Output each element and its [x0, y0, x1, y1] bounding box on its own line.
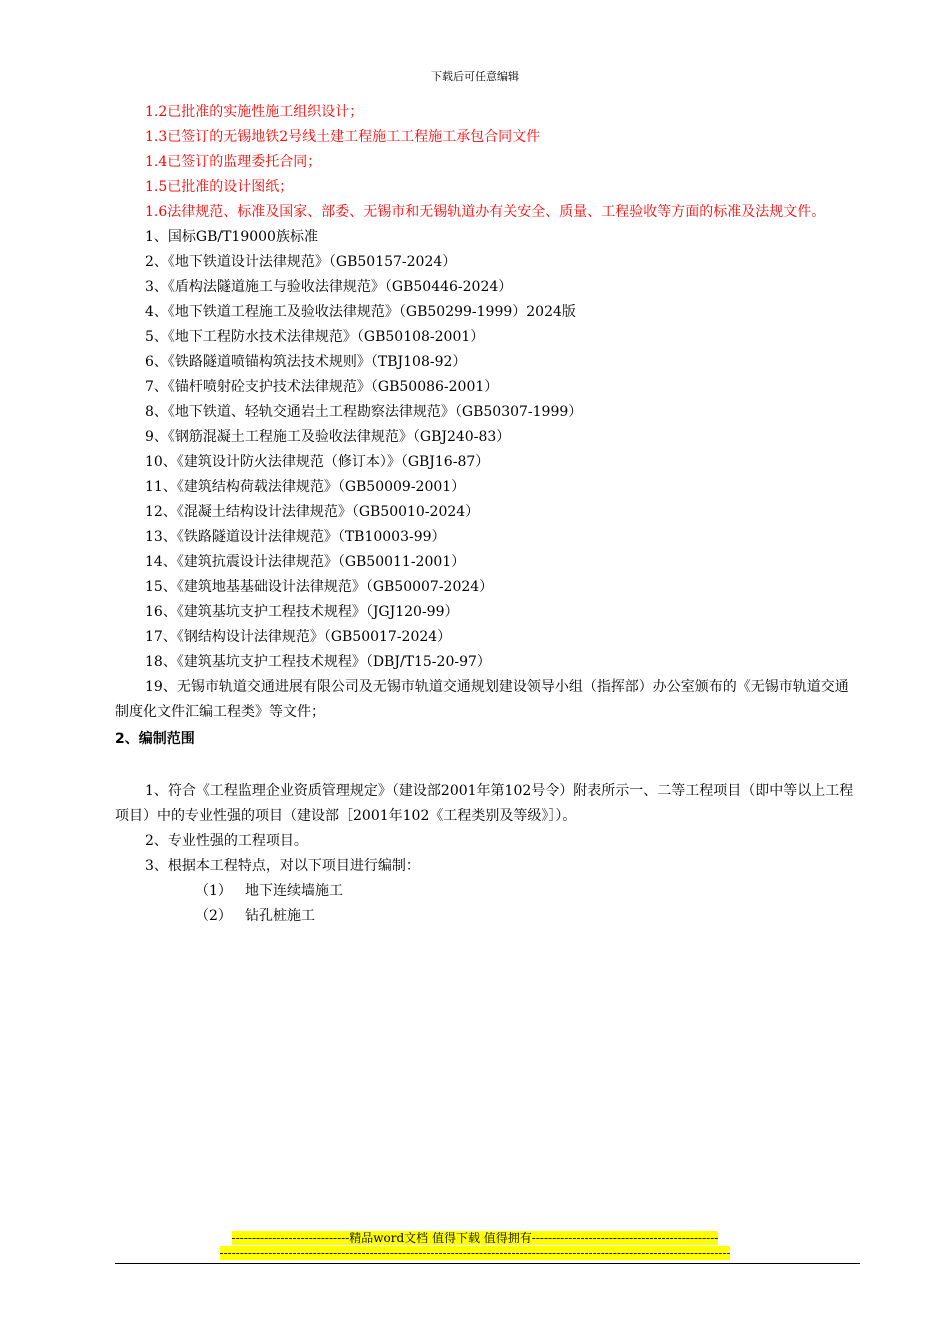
standard-item: 2、《地下铁道设计法律规范》（GB50157-2024） [145, 254, 457, 270]
footer-banner-text: -----------------------------精品word文档 值得下载 值得拥有---------------------------------------------- [231, 1231, 719, 1245]
basis-item-1-3: 1.3已签订的无锡地铁2号线土建工程施工工程施工承包合同文件 [145, 129, 541, 145]
document-body [115, 100, 860, 929]
standard-item: 15、《建筑地基基础设计法律规范》（GB50007-2024） [145, 579, 494, 595]
standard-item: 6、《铁路隧道喷锚构筑法技术规则》（TBJ108-92） [145, 354, 467, 370]
standard-item: 7、《锚杆喷射砼支护技术法律规范》（GB50086-2001） [145, 379, 499, 395]
basis-item-1-6: 1.6法律规范、标准及国家、部委、无锡市和无锡轨道办有关安全、质量、工程验收等方面的标准及法规文件。 [145, 204, 826, 220]
standard-item: 10、《建筑设计防火法律规范（修订本）》（GBJ16-87） [145, 454, 490, 470]
footer-banner [0, 1230, 950, 1246]
standard-item: 9、《钢筋混凝土工程施工及验收法律规范》（GBJ240-83） [145, 429, 511, 445]
scope-paragraph: 1、符合《工程监理企业资质管理规定》（建设部2001年第102号令）附表所示一、二等工程项目（即中等以上工程项目）中的专业性强的项目（建设部［2001年102《工程类别及等级》］）。 [115, 783, 854, 824]
spacer [115, 752, 860, 779]
basis-item-1-2: 1.2已批准的实施性施工组织设计； [145, 104, 364, 120]
scope-sub-item-text: 地下连续墙施工 [245, 883, 343, 899]
standard-item: 18、《建筑基坑支护工程技术规程》（DBJ/T15-20-97） [145, 654, 491, 670]
section-2-heading: 2、编制范围 [115, 731, 195, 747]
page-header: 下载后可任意编辑 [431, 70, 519, 83]
standard-item: 8、《地下铁道、轻轨交通岩土工程勘察法律规范》（GB50307-1999） [145, 404, 583, 420]
standard-item: 3、《盾构法隧道施工与验收法律规范》（GB50446-2024） [145, 279, 513, 295]
basis-item-1-5: 1.5已批准的设计图纸； [145, 179, 294, 195]
scope-paragraph: 2、专业性强的工程项目。 [145, 833, 308, 849]
scope-sub-item [115, 879, 860, 904]
standard-item: 12、《混凝土结构设计法律规范》（GB50010-2024） [145, 504, 480, 520]
standard-item: 17、《钢结构设计法律规范》（GB50017-2024） [145, 629, 452, 645]
standard-item: 11、《建筑结构荷载法律规范》（GB50009-2001） [145, 479, 466, 495]
standard-item: 14、《建筑抗震设计法律规范》（GB50011-2001） [145, 554, 466, 570]
standard-item: 5、《地下工程防水技术法律规范》（GB50108-2001） [145, 329, 485, 345]
standard-item: 16、《建筑基坑支护工程技术规程》（JGJ120-99） [145, 604, 459, 620]
standard-item: 19、无锡市轨道交通进展有限公司及无锡市轨道交通规划建设领导小组（指挥部）办公室颁布的《无锡市轨道交通制度化文件汇编工程类》等文件； [115, 679, 849, 720]
scope-paragraph: 3、根据本工程特点，对以下项目进行编制： [145, 858, 420, 874]
scope-sub-item [115, 904, 860, 929]
scope-sub-item-number: （1） [195, 883, 232, 899]
standard-item: 4、《地下铁道工程施工及验收法律规范》（GB50299-1999）2024版 [145, 304, 576, 320]
basis-item-1-4: 1.4已签订的监理委托合同； [145, 154, 322, 170]
footer-rule [115, 1263, 860, 1264]
footer-dash-line [0, 1245, 950, 1261]
footer-dash-text: ------------------------------------------------------------------------------------------------------------------------------ [219, 1246, 731, 1260]
standard-item: 13、《铁路隧道设计法律规范》（TB10003-99） [145, 529, 446, 545]
scope-sub-item-text: 钻孔桩施工 [245, 908, 315, 924]
scope-sub-item-number: （2） [195, 908, 232, 924]
standard-item: 1、国标GB/T19000族标准 [145, 229, 318, 245]
